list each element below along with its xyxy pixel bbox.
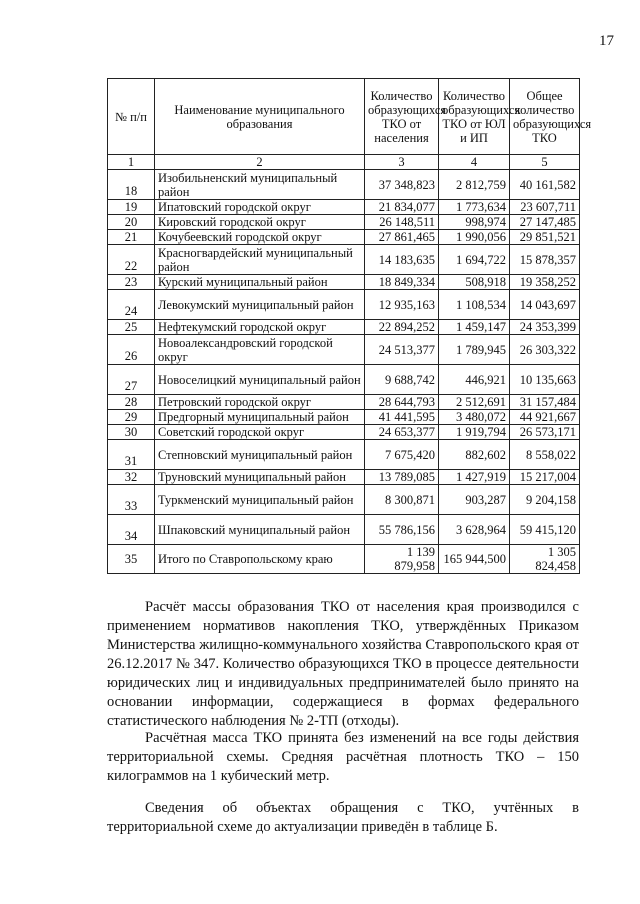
table-row bbox=[108, 320, 580, 335]
population-waste: 24 653,377 bbox=[365, 425, 439, 440]
population-waste: 9 688,742 bbox=[365, 365, 439, 395]
column-number: 4 bbox=[439, 155, 510, 170]
population-waste: 55 786,156 bbox=[365, 515, 439, 545]
table-column-numbers-row bbox=[108, 155, 580, 170]
total-waste: 9 204,158 bbox=[510, 485, 580, 515]
legal-entities-waste: 165 944,500 bbox=[439, 545, 510, 574]
legal-entities-waste: 3 480,072 bbox=[439, 410, 510, 425]
header-population: Количество образующихся ТКО от населения bbox=[365, 79, 439, 155]
population-waste: 26 148,511 bbox=[365, 215, 439, 230]
table-row bbox=[108, 230, 580, 245]
paragraph-text: Расчётная масса ТКО принята без изменений на все годы действия территориальной схемы. Средняя расчётная плотность ТКО – 150 килограммов на 1 кубический метр. bbox=[107, 730, 579, 784]
paragraph-reference bbox=[107, 799, 579, 837]
municipality-name: Петровский городской округ bbox=[155, 395, 365, 410]
row-number: 31 bbox=[108, 440, 155, 470]
population-waste: 13 789,085 bbox=[365, 470, 439, 485]
row-number: 33 bbox=[108, 485, 155, 515]
legal-entities-waste: 1 108,534 bbox=[439, 290, 510, 320]
population-waste: 8 300,871 bbox=[365, 485, 439, 515]
row-number: 25 bbox=[108, 320, 155, 335]
municipality-name: Нефтекумский городской округ bbox=[155, 320, 365, 335]
column-number: 3 bbox=[365, 155, 439, 170]
table-row bbox=[108, 170, 580, 200]
total-waste: 8 558,022 bbox=[510, 440, 580, 470]
table-row bbox=[108, 275, 580, 290]
legal-entities-waste: 1 773,634 bbox=[439, 200, 510, 215]
population-waste: 37 348,823 bbox=[365, 170, 439, 200]
row-number: 22 bbox=[108, 245, 155, 275]
municipality-name: Ипатовский городской округ bbox=[155, 200, 365, 215]
column-number: 5 bbox=[510, 155, 580, 170]
municipality-name: Курский муниципальный район bbox=[155, 275, 365, 290]
header-total: Общее количество образующихся ТКО bbox=[510, 79, 580, 155]
total-waste: 29 851,521 bbox=[510, 230, 580, 245]
legal-entities-waste: 2 512,691 bbox=[439, 395, 510, 410]
legal-entities-waste: 1 427,919 bbox=[439, 470, 510, 485]
page-number: 17 bbox=[599, 33, 614, 49]
legal-entities-waste: 2 812,759 bbox=[439, 170, 510, 200]
total-waste: 19 358,252 bbox=[510, 275, 580, 290]
population-waste: 7 675,420 bbox=[365, 440, 439, 470]
column-number: 2 bbox=[155, 155, 365, 170]
table-row bbox=[108, 410, 580, 425]
column-number: 1 bbox=[108, 155, 155, 170]
total-waste: 27 147,485 bbox=[510, 215, 580, 230]
row-number: 23 bbox=[108, 275, 155, 290]
table-row bbox=[108, 470, 580, 485]
municipality-name: Итого по Ставропольскому краю bbox=[155, 545, 365, 574]
municipality-name: Кировский городской округ bbox=[155, 215, 365, 230]
total-waste: 14 043,697 bbox=[510, 290, 580, 320]
municipality-name: Изобильненский муниципальный район bbox=[155, 170, 365, 200]
total-waste: 31 157,484 bbox=[510, 395, 580, 410]
total-waste: 23 607,711 bbox=[510, 200, 580, 215]
row-number: 29 bbox=[108, 410, 155, 425]
legal-entities-waste: 3 628,964 bbox=[439, 515, 510, 545]
legal-entities-waste: 446,921 bbox=[439, 365, 510, 395]
municipality-name: Шпаковский муниципальный район bbox=[155, 515, 365, 545]
row-number: 18 bbox=[108, 170, 155, 200]
paragraph-calculation bbox=[107, 598, 579, 731]
population-waste: 27 861,465 bbox=[365, 230, 439, 245]
row-number: 21 bbox=[108, 230, 155, 245]
population-waste: 24 513,377 bbox=[365, 335, 439, 365]
population-waste: 1 139 879,958 bbox=[365, 545, 439, 574]
municipality-name: Советский городской округ bbox=[155, 425, 365, 440]
table-row bbox=[108, 395, 580, 410]
table-row bbox=[108, 440, 580, 470]
total-waste: 40 161,582 bbox=[510, 170, 580, 200]
row-number: 26 bbox=[108, 335, 155, 365]
total-waste: 15 217,004 bbox=[510, 470, 580, 485]
table-row bbox=[108, 290, 580, 320]
paragraph-density bbox=[107, 729, 579, 786]
municipality-name: Кочубеевский городской округ bbox=[155, 230, 365, 245]
total-waste: 24 353,399 bbox=[510, 320, 580, 335]
table-header-row bbox=[108, 79, 580, 155]
header-number: № п/п bbox=[108, 79, 155, 155]
legal-entities-waste: 903,287 bbox=[439, 485, 510, 515]
row-number: 27 bbox=[108, 365, 155, 395]
table-row bbox=[108, 425, 580, 440]
table-row bbox=[108, 485, 580, 515]
total-waste: 26 573,171 bbox=[510, 425, 580, 440]
table-body bbox=[108, 170, 580, 574]
legal-entities-waste: 508,918 bbox=[439, 275, 510, 290]
row-number: 30 bbox=[108, 425, 155, 440]
row-number: 20 bbox=[108, 215, 155, 230]
row-number: 34 bbox=[108, 515, 155, 545]
municipality-name: Новоселицкий муниципальный район bbox=[155, 365, 365, 395]
municipality-name: Красногвардейский муниципальный район bbox=[155, 245, 365, 275]
table-row bbox=[108, 200, 580, 215]
municipality-name: Труновский муниципальный район bbox=[155, 470, 365, 485]
row-number: 28 bbox=[108, 395, 155, 410]
population-waste: 28 644,793 bbox=[365, 395, 439, 410]
municipality-name: Новоалександровский городской округ bbox=[155, 335, 365, 365]
row-number: 32 bbox=[108, 470, 155, 485]
municipality-name: Степновский муниципальный район bbox=[155, 440, 365, 470]
table-row bbox=[108, 245, 580, 275]
population-waste: 21 834,077 bbox=[365, 200, 439, 215]
header-legal-entities: Количество образующихся ТКО от ЮЛ и ИП bbox=[439, 79, 510, 155]
municipality-name: Туркменский муниципальный район bbox=[155, 485, 365, 515]
population-waste: 12 935,163 bbox=[365, 290, 439, 320]
population-waste: 18 849,334 bbox=[365, 275, 439, 290]
total-waste: 26 303,322 bbox=[510, 335, 580, 365]
legal-entities-waste: 1 990,056 bbox=[439, 230, 510, 245]
legal-entities-waste: 882,602 bbox=[439, 440, 510, 470]
row-number: 24 bbox=[108, 290, 155, 320]
table-row bbox=[108, 515, 580, 545]
population-waste: 41 441,595 bbox=[365, 410, 439, 425]
table-row bbox=[108, 335, 580, 365]
legal-entities-waste: 998,974 bbox=[439, 215, 510, 230]
legal-entities-waste: 1 789,945 bbox=[439, 335, 510, 365]
total-waste: 59 415,120 bbox=[510, 515, 580, 545]
table-row bbox=[108, 365, 580, 395]
total-waste: 10 135,663 bbox=[510, 365, 580, 395]
population-waste: 14 183,635 bbox=[365, 245, 439, 275]
municipality-name: Предгорный муниципальный район bbox=[155, 410, 365, 425]
paragraph-text: Сведения об объектах обращения с ТКО, учтённых в территориальной схеме до актуализации приведён в таблице Б. bbox=[107, 800, 579, 835]
legal-entities-waste: 1 459,147 bbox=[439, 320, 510, 335]
header-municipality: Наименование муниципального образования bbox=[155, 79, 365, 155]
population-waste: 22 894,252 bbox=[365, 320, 439, 335]
total-waste: 15 878,357 bbox=[510, 245, 580, 275]
table-row bbox=[108, 215, 580, 230]
legal-entities-waste: 1 919,794 bbox=[439, 425, 510, 440]
legal-entities-waste: 1 694,722 bbox=[439, 245, 510, 275]
table-row bbox=[108, 545, 580, 574]
paragraph-text: Расчёт массы образования ТКО от населения края производился с применением нормативов накопления ТКО, утверждённых Приказом Министерства жилищно-коммунального хозяйства Ставропольского края от 26.12.2017 № 347. Количество образующихся ТКО в процессе деятельности юридических лиц и индивидуальных предпринимателей было принято на основании информации, содержащиеся в формах федерального статистического наблюдения № 2-ТП (отходы). bbox=[107, 599, 579, 729]
total-waste: 1 305 824,458 bbox=[510, 545, 580, 574]
waste-table bbox=[107, 78, 592, 574]
municipality-name: Левокумский муниципальный район bbox=[155, 290, 365, 320]
total-waste: 44 921,667 bbox=[510, 410, 580, 425]
row-number: 19 bbox=[108, 200, 155, 215]
row-number: 35 bbox=[108, 545, 155, 574]
